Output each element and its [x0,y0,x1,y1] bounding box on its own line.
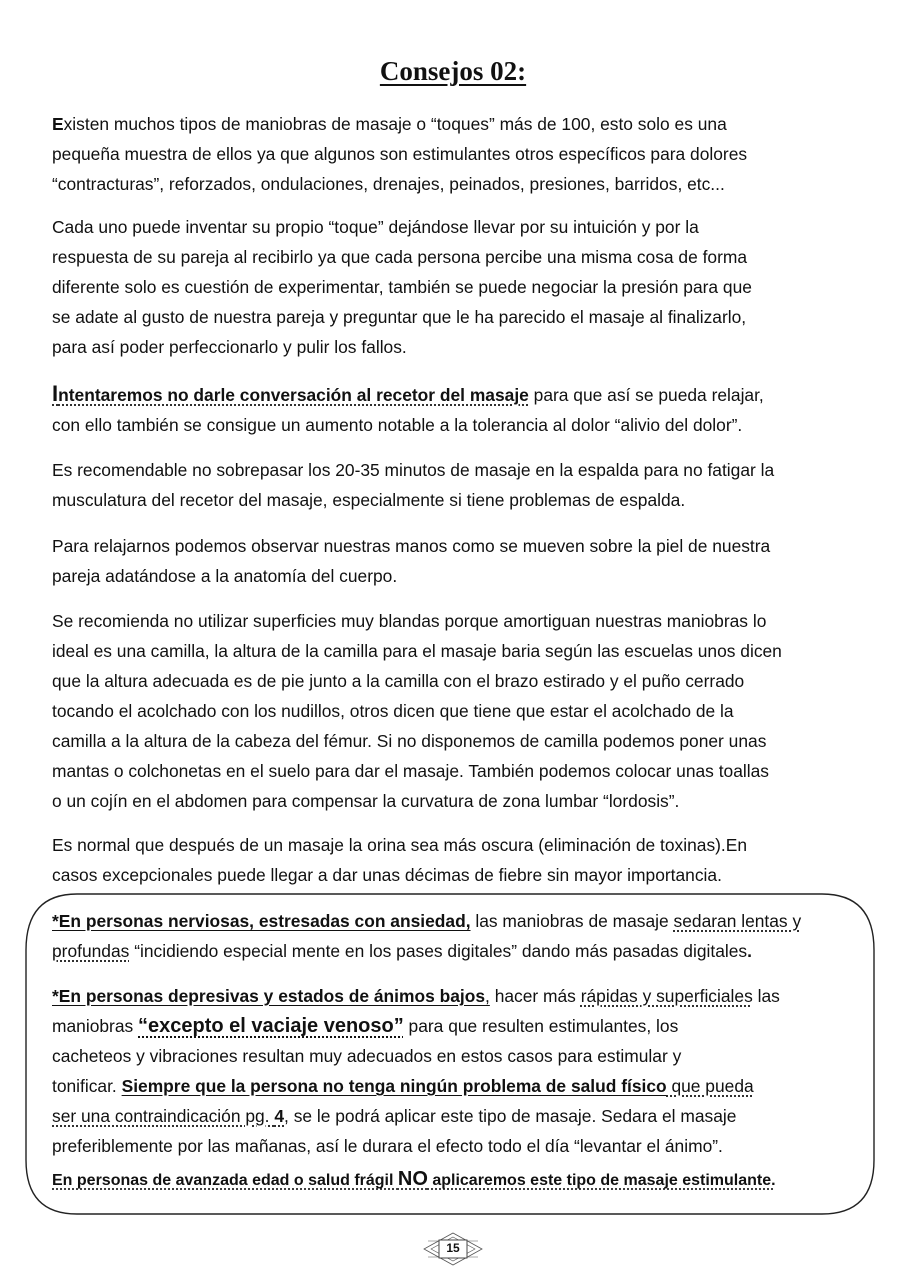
page-title: Consejos 02: [379,56,527,86]
text-line: ideal es una camilla, la altura de la camilla para el masaje baria según las escuelas unos dicen [52,641,782,661]
text-span: , se le podrá aplicar este tipo de masaje. Sedara el masaje [284,1106,737,1126]
text-span: En personas de avanzada edad o salud frágil [52,1172,398,1189]
paragraph-after-massage [52,830,860,890]
emphasis-text: NO [397,1168,428,1190]
dotted-emphasis: que pueda [666,1076,754,1096]
text-line: musculatura del recetor del masaje, especialmente si tiene problemas de espalda. [52,490,686,510]
page-number-badge [423,1232,483,1266]
text-span: ntentaremos no darle conversación al recetor del masaje [58,385,529,405]
text-line: que la altura adecuada es de pie junto a la camilla con el brazo estirado y el puño cerrado [52,671,745,691]
paragraph-no-conversation [52,379,860,440]
text-line [52,109,860,139]
text-span: aplicaremos este tipo de masaje estimulante. [427,1172,776,1189]
drop-letter: E [52,114,64,134]
text-span: maniobras [52,1016,139,1036]
text-line: cacheteos y vibraciones resultan muy adecuados en estos casos para estimular y [52,1046,682,1066]
text-line [52,1071,860,1101]
paragraph-surfaces [52,606,860,816]
text-line: se adate al gusto de nuestra pareja y preguntar que le ha parecido el masaje al finalizarlo, [52,307,747,327]
text-line: tocando el acolchado con los nudillos, otros dicen que tiene que estar el acolchado de la [52,701,734,721]
text-line: casos excepcionales puede llegar a dar unas décimas de fiebre sin mayor importancia. [52,865,722,885]
emphasis-text: *En personas depresivas y estados de ánimos bajos [52,986,486,1006]
text-line [52,936,860,966]
drop-letter: I [52,381,59,406]
text-line: preferiblemente por las mañanas, así le durara el efecto todo el día “levantar el ánimo”. [52,1136,723,1156]
text-span: xisten muchos tipos de maniobras de masaje o “toques” más de 100, esto solo es una [63,114,727,134]
page-reference: 4 [274,1106,285,1126]
dotted-emphasis: ser una contraindicación pg. [52,1106,275,1126]
paragraph-types-of-strokes [52,109,860,199]
page-number: 15 [446,1241,460,1255]
emphasis-text: *En personas nerviosas, estresadas con ansiedad, [52,911,471,931]
dotted-emphasis: sedaran lentas y [673,911,802,931]
text-span: “incidiendo especial mente en los pases digitales” dando más pasadas digitales [129,941,748,961]
text-line: Cada uno puede inventar su propio “toque” dejándose llevar por su intuición y por la [52,217,699,237]
text-line: Para relajarnos podemos observar nuestras manos como se mueven sobre la piel de nuestra [52,536,771,556]
text-span: las [752,986,780,1006]
emphasis-text: Siempre que la persona no tenga ningún problema de salud físico [121,1076,667,1096]
text-line: pareja adatándose a la anatomía del cuerpo. [52,566,398,586]
callout-elderly-warning [52,1164,860,1196]
text-line [52,906,860,936]
text-line [52,379,860,410]
callout-nervous [52,906,860,966]
text-line: Es recomendable no sobrepasar los 20-35 minutos de masaje en la espalda para no fatigar la [52,460,775,480]
text-line: pequeña muestra de ellos ya que algunos son estimulantes otros específicos para dolores [52,144,748,164]
text-line: con ello también se consigue un aumento notable a la tolerancia al dolor “alivio del dolor”. [52,415,743,435]
text-span: las maniobras de masaje [470,911,674,931]
text-span: hacer más [489,986,581,1006]
text-line [52,1011,860,1041]
text-line: para así poder perfeccionarlo y pulir los fallos. [52,337,407,357]
text-line: o un cojín en el abdomen para compensar la curvatura de zona lumbar “lordosis”. [52,791,680,811]
text-line [52,1101,860,1131]
text-line: camilla a la altura de la cabeza del fémur. Si no disponemos de camilla podemos poner unas [52,731,767,751]
text-line: mantas o colchonetas en el suelo para dar el masaje. También podemos colocar unas toallas [52,761,769,781]
text-span: para que así se pueda relajar, [528,385,764,405]
paragraph-own-touch [52,212,860,362]
text-line [52,981,860,1011]
text-line: diferente solo es cuestión de experimentar, también se puede negociar la presión para que [52,277,752,297]
paragraph-duration [52,455,860,515]
paragraph-hands [52,531,860,591]
text-span: , [485,986,490,1006]
text-line: “contracturas”, reforzados, ondulaciones, drenajes, peinados, presiones, barridos, etc... [52,174,725,194]
dotted-emphasis: rápidas y superficiales [580,986,753,1006]
text-line: Es normal que después de un masaje la orina sea más oscura (eliminación de toxinas).En [52,835,748,855]
text-span: . [747,941,752,961]
text-line: respuesta de su pareja al recibirlo ya que cada persona percibe una misma cosa de forma [52,247,748,267]
text-line [52,1164,860,1196]
text-line: Se recomienda no utilizar superficies muy blandas porque amortiguan nuestras maniobras lo [52,611,767,631]
text-span: para que resulten estimulantes, los [403,1016,679,1036]
callout-depressive [52,981,860,1161]
emphasis-text: “excepto el vaciaje venoso” [138,1015,404,1037]
text-span: tonificar. [52,1076,122,1096]
emphasis-text [52,381,529,406]
dotted-emphasis: profundas [52,941,130,961]
